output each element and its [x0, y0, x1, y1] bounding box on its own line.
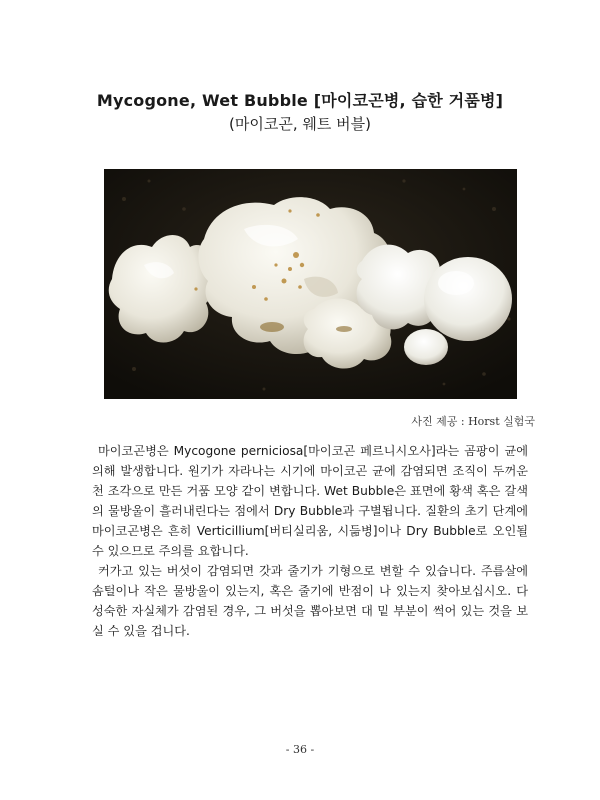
paragraph-2: 커가고 있는 버섯이 감염되면 갓과 줄기가 기형으로 변할 수 있습니다. 주름살에 솜털이나 작은 물방울이 있는지, 혹은 줄기에 반점이 나 있는지 찾아보십시오. 다 성숙한 자실체가 감염된 경우, 그 버섯을 뽑아보면 대 밑 부분이 썩어 있는 것을 보실 수 있을 겁니다. — [92, 564, 528, 638]
page-subtitle: (마이코곤, 웨트 버블) — [229, 115, 371, 133]
page-number: - 36 - — [285, 743, 315, 756]
body-text — [92, 441, 528, 641]
mushroom-photo-icon — [104, 169, 517, 399]
page-title: Mycogone, Wet Bubble [마이코곤병, 습한 거품병] — [96, 91, 504, 110]
photo-caption: 사진 제공 : Horst 실험국 — [411, 415, 535, 428]
mushroom-photo — [104, 169, 517, 399]
paragraph-1: 마이코곤병은 Mycogone perniciosa[마이코곤 페르니시오사]라는 곰팡이 균에 의해 발생합니다. 원기가 자라나는 시기에 마이코곤 균에 감염되면 조직이 두꺼운 천 조각으로 만든 거품 모양 같이 변합니다. Wet Bubble은 표면에 황색 혹은 갈색의 물방울이 흘러내린다는 점에서 Dry Bubble과 구별됩니다. 질환의 초기 단계에 마이코곤병은 흔히 Verticillium[버티실리움, 시듦병]이나 Dry Bubble로 오인될 수 있으므로 주의를 요합니다. — [92, 444, 528, 558]
